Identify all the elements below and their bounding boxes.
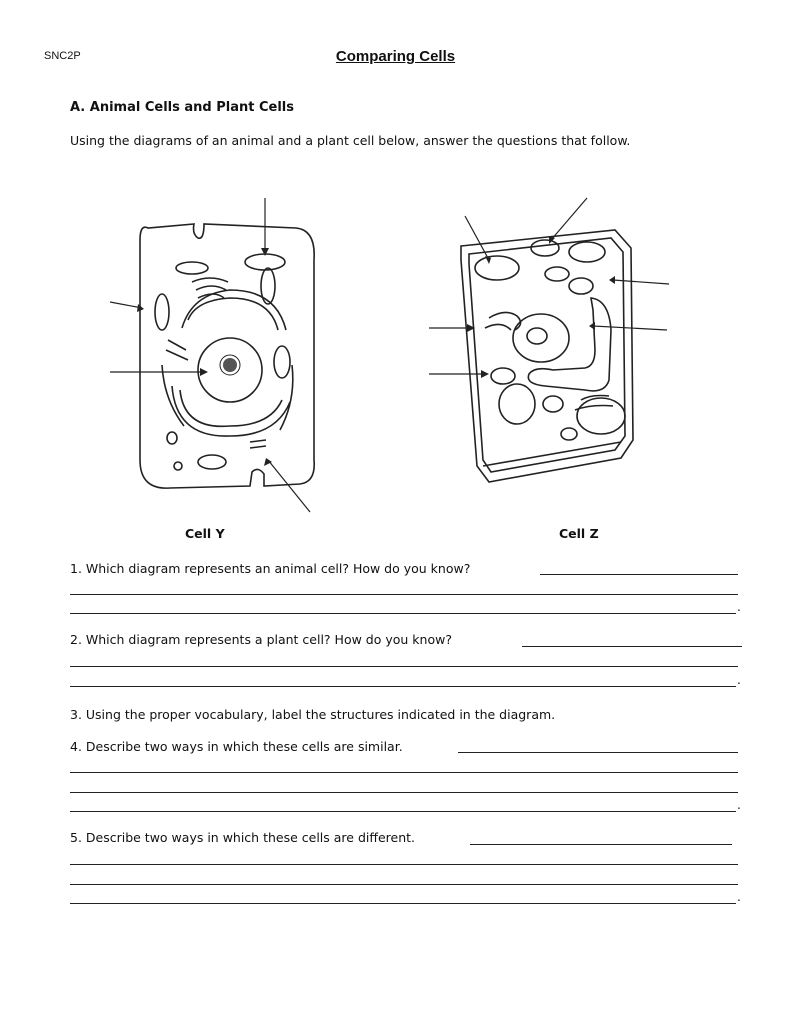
answer-line[interactable] [70, 903, 736, 904]
answer-line[interactable] [70, 613, 736, 614]
answer-line[interactable] [70, 594, 738, 595]
answer-line[interactable] [70, 666, 738, 667]
course-code: SNC2P [44, 50, 81, 62]
cell-y-label: Cell Y [185, 526, 225, 541]
section-heading: A. Animal Cells and Plant Cells [70, 100, 294, 115]
answer-line[interactable] [70, 792, 738, 793]
answer-line[interactable] [470, 844, 732, 845]
answer-line[interactable] [458, 752, 738, 753]
page-title: Comparing Cells [335, 48, 456, 65]
line-end-mark: . [737, 798, 741, 812]
question-2: 2. Which diagram represents a plant cell? How do you know? [70, 632, 452, 647]
animal-cell-diagram [100, 190, 330, 520]
answer-line[interactable] [70, 811, 736, 812]
answer-line[interactable] [70, 686, 736, 687]
question-3: 3. Using the proper vocabulary, label the structures indicated in the diagram. [70, 707, 556, 722]
answer-line[interactable] [70, 884, 738, 885]
line-end-mark: . [737, 673, 741, 687]
plant-cell-diagram [425, 190, 675, 490]
line-end-mark: . [737, 890, 741, 904]
question-4: 4. Describe two ways in which these cells are similar. [70, 739, 403, 754]
answer-line[interactable] [522, 646, 742, 647]
answer-line[interactable] [540, 574, 738, 575]
answer-line[interactable] [70, 772, 738, 773]
question-5: 5. Describe two ways in which these cells are different. [70, 830, 416, 845]
answer-line[interactable] [70, 864, 738, 865]
line-end-mark: . [737, 600, 741, 614]
section-intro: Using the diagrams of an animal and a plant cell below, answer the questions that follow. [70, 133, 631, 148]
question-1: 1. Which diagram represents an animal cell? How do you know? [70, 561, 471, 576]
cell-z-label: Cell Z [559, 526, 599, 541]
